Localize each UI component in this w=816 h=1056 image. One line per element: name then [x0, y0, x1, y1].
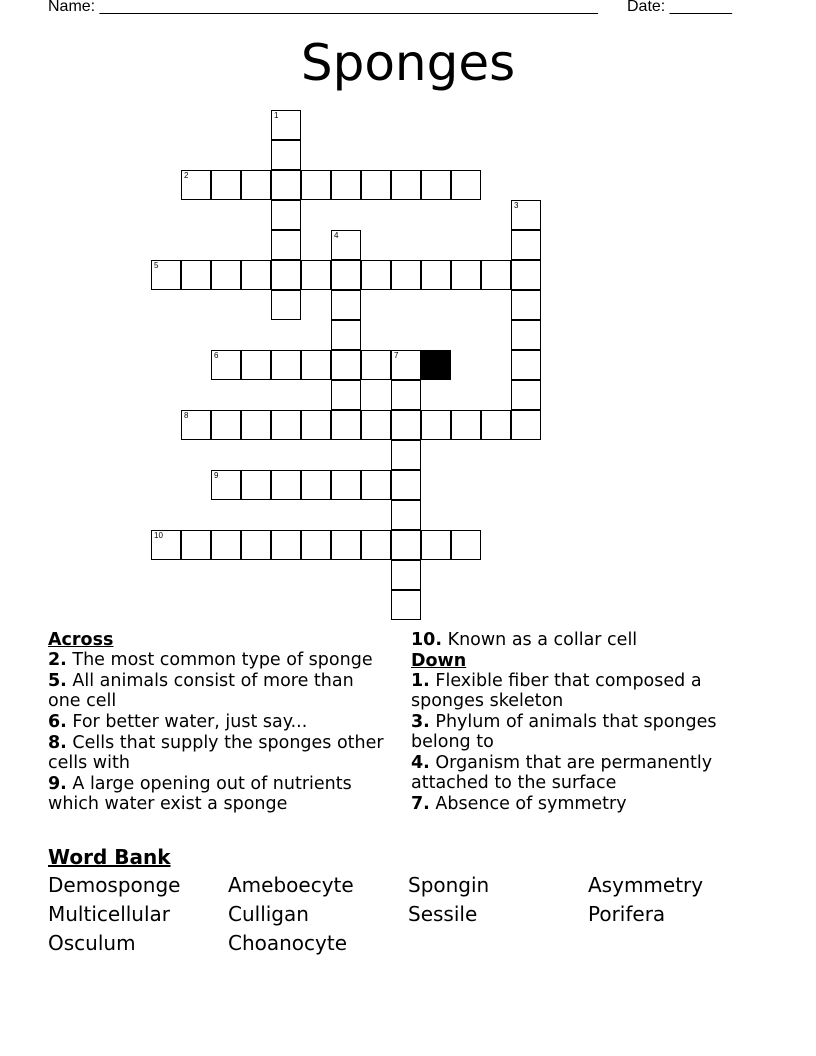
across-clue-8	[48, 733, 388, 773]
crossword-cell[interactable]	[361, 350, 391, 380]
crossword-cell[interactable]	[271, 140, 301, 170]
down-clue-4	[411, 753, 746, 793]
clue-text: All animals consist of more than one cell	[48, 671, 354, 711]
crossword-cell[interactable]	[271, 470, 301, 500]
clue-number-label: 2	[184, 171, 189, 180]
word-bank	[48, 845, 788, 955]
clue-text: A large opening out of nutrients which water exist a sponge	[48, 774, 352, 814]
crossword-cell[interactable]	[331, 530, 361, 560]
clue-number-label: 3	[514, 201, 519, 210]
clue-number-label: 7	[394, 351, 399, 360]
word-bank-item: Sessile	[408, 902, 478, 926]
crossword-cell[interactable]	[271, 230, 301, 260]
crossword-cell[interactable]	[241, 260, 271, 290]
name-field: Name: ________________________________________________________	[48, 0, 598, 15]
crossword-cell[interactable]	[361, 410, 391, 440]
crossword-cell[interactable]	[391, 380, 421, 410]
crossword-cell[interactable]	[211, 260, 241, 290]
clue-text: Phylum of animals that sponges belong to	[411, 712, 717, 752]
crossword-cell[interactable]	[511, 200, 541, 230]
down-heading: Down	[411, 651, 467, 671]
down-clue-1	[411, 671, 746, 711]
across-clue-9	[48, 774, 388, 814]
clue-number-label: 6	[214, 351, 219, 360]
clue-text: Cells that supply the sponges other cells with	[48, 733, 384, 773]
clue-number: 10.	[411, 630, 443, 650]
down-clue-3	[411, 712, 746, 752]
crossword-cell[interactable]	[451, 260, 481, 290]
clue-text: Flexible fiber that composed a sponges skeleton	[411, 671, 702, 711]
clue-number: 6.	[48, 712, 67, 732]
crossword-cell[interactable]	[331, 380, 361, 410]
crossword-cell[interactable]	[301, 530, 331, 560]
crossword-cell[interactable]	[511, 230, 541, 260]
crossword-cell[interactable]	[271, 290, 301, 320]
black-square	[421, 350, 451, 380]
clue-number-label: 5	[154, 261, 159, 270]
word-bank-item: Ameboecyte	[228, 873, 354, 897]
crossword-cell[interactable]	[181, 530, 211, 560]
clue-text: For better water, just say...	[72, 712, 308, 732]
crossword-cell[interactable]	[331, 170, 361, 200]
clue-text: Organism that are permanently attached to the surface	[411, 753, 713, 793]
crossword-cell[interactable]	[511, 290, 541, 320]
crossword-cell[interactable]	[331, 350, 361, 380]
crossword-cell[interactable]	[271, 530, 301, 560]
crossword-cell[interactable]	[511, 380, 541, 410]
crossword-cell[interactable]	[511, 260, 541, 290]
crossword-cell[interactable]	[181, 410, 211, 440]
clue-number: 2.	[48, 650, 67, 670]
crossword-cell[interactable]	[391, 170, 421, 200]
crossword-cell[interactable]	[421, 260, 451, 290]
word-bank-list	[48, 873, 788, 955]
crossword-cell[interactable]	[331, 290, 361, 320]
crossword-cell[interactable]	[181, 170, 211, 200]
down-clue-7	[411, 794, 746, 814]
crossword-cell[interactable]	[421, 170, 451, 200]
crossword-cell[interactable]	[331, 470, 361, 500]
crossword-cell[interactable]	[301, 470, 331, 500]
crossword-cell[interactable]	[451, 170, 481, 200]
clue-number-label: 10	[154, 531, 163, 540]
crossword-cell[interactable]	[211, 410, 241, 440]
word-bank-item: Spongin	[408, 873, 490, 897]
crossword-cell[interactable]	[331, 230, 361, 260]
across-clue-6	[48, 712, 388, 732]
crossword-cell[interactable]	[271, 410, 301, 440]
crossword-cell[interactable]	[391, 440, 421, 470]
crossword-cell[interactable]	[511, 320, 541, 350]
crossword-cell[interactable]	[361, 170, 391, 200]
crossword-cell[interactable]	[211, 350, 241, 380]
crossword-cell[interactable]	[301, 410, 331, 440]
clue-number: 8.	[48, 733, 67, 753]
clue-number: 9.	[48, 774, 67, 794]
crossword-cell[interactable]	[511, 410, 541, 440]
word-bank-item: Culligan	[228, 902, 309, 926]
crossword-cell[interactable]	[301, 260, 331, 290]
clue-text: Absence of symmetry	[435, 794, 627, 814]
crossword-cell[interactable]	[271, 260, 301, 290]
clue-number-label: 1	[274, 111, 279, 120]
crossword-cell[interactable]	[391, 470, 421, 500]
across-heading: Across	[48, 630, 114, 650]
clue-number: 3.	[411, 712, 430, 732]
clue-number: 7.	[411, 794, 430, 814]
crossword-cell[interactable]	[421, 530, 451, 560]
across-clue-10	[411, 630, 746, 650]
crossword-cell[interactable]	[271, 350, 301, 380]
crossword-cell[interactable]	[241, 170, 271, 200]
across-clue-5	[48, 671, 388, 711]
word-bank-title: Word Bank	[48, 845, 171, 869]
clues-right-column	[411, 630, 746, 815]
crossword-cell[interactable]	[241, 470, 271, 500]
crossword-cell[interactable]	[391, 560, 421, 590]
crossword-cell[interactable]	[391, 530, 421, 560]
clue-number: 4.	[411, 753, 430, 773]
crossword-cell[interactable]	[511, 350, 541, 380]
across-clue-2	[48, 650, 388, 670]
clue-text: The most common type of sponge	[72, 650, 373, 670]
crossword-cell[interactable]	[271, 170, 301, 200]
crossword-cell[interactable]	[241, 530, 271, 560]
word-bank-item: Demosponge	[48, 873, 181, 897]
word-bank-item: Porifera	[588, 902, 666, 926]
crossword-cell[interactable]	[391, 500, 421, 530]
crossword-cell[interactable]	[151, 530, 181, 560]
page-title: Sponges	[300, 34, 516, 92]
clue-number-label: 8	[184, 411, 189, 420]
crossword-cell[interactable]	[241, 350, 271, 380]
crossword-cell[interactable]	[331, 410, 361, 440]
crossword-cell[interactable]	[361, 530, 391, 560]
word-bank-item: Multicellular	[48, 902, 171, 926]
crossword-cell[interactable]	[361, 260, 391, 290]
crossword-cell[interactable]	[391, 350, 421, 380]
crossword-cell[interactable]	[241, 410, 271, 440]
crossword-cell[interactable]	[211, 530, 241, 560]
clue-number-label: 9	[214, 471, 219, 480]
clue-number-label: 4	[334, 231, 339, 240]
word-bank-item: Choanocyte	[228, 931, 348, 955]
crossword-cell[interactable]	[361, 470, 391, 500]
crossword-cell[interactable]	[481, 410, 511, 440]
crossword-cell[interactable]	[391, 410, 421, 440]
crossword-cell[interactable]	[331, 260, 361, 290]
word-bank-item: Osculum	[48, 931, 136, 955]
crossword-cell[interactable]	[181, 260, 211, 290]
crossword-cell[interactable]	[391, 260, 421, 290]
crossword-cell[interactable]	[421, 410, 451, 440]
crossword-cell[interactable]	[211, 470, 241, 500]
crossword-cell[interactable]	[481, 260, 511, 290]
crossword-cell[interactable]	[151, 260, 181, 290]
clue-text: Known as a collar cell	[447, 630, 638, 650]
clues-left-column	[48, 630, 388, 815]
clue-number: 1.	[411, 671, 430, 691]
crossword-cell[interactable]	[451, 530, 481, 560]
clue-number: 5.	[48, 671, 67, 691]
crossword-cell[interactable]	[211, 170, 241, 200]
crossword-cell[interactable]	[271, 200, 301, 230]
crossword-cell[interactable]	[451, 410, 481, 440]
crossword-cell[interactable]	[301, 350, 331, 380]
date-field: Date: _______	[627, 0, 732, 15]
crossword-cell[interactable]	[391, 590, 421, 620]
crossword-cell[interactable]	[271, 110, 301, 140]
crossword-cell[interactable]	[301, 170, 331, 200]
crossword-cell[interactable]	[331, 320, 361, 350]
word-bank-item: Asymmetry	[588, 873, 704, 897]
